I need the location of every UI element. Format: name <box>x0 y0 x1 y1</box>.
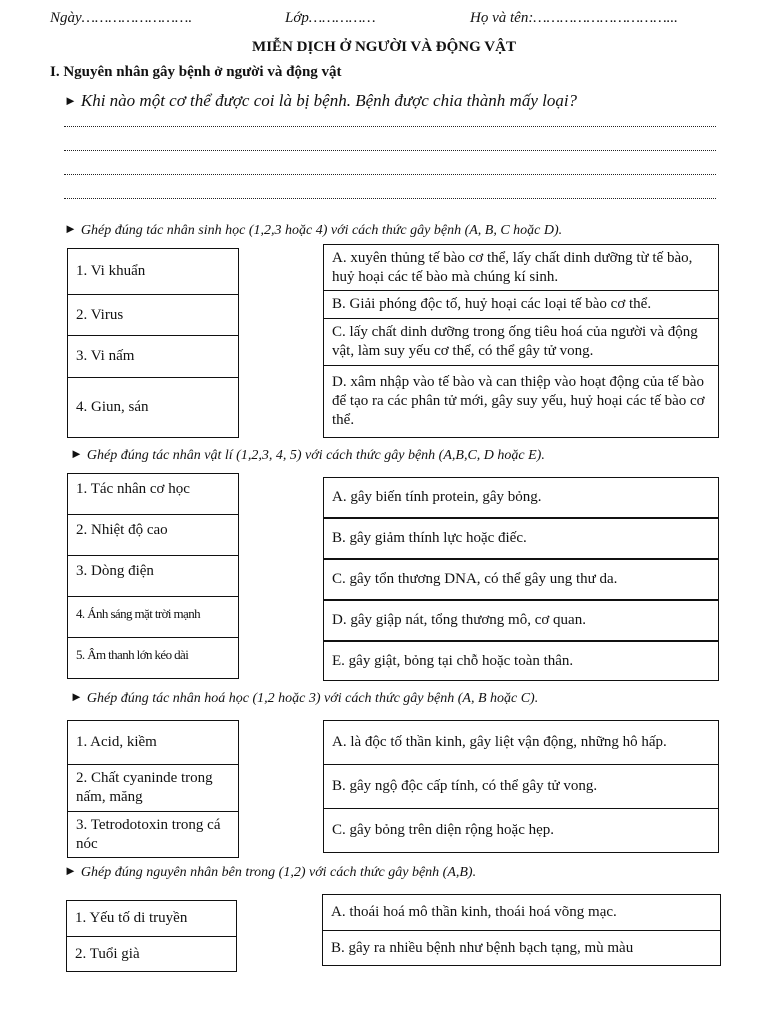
match-item: 2. Nhiệt độ cao <box>68 515 238 556</box>
page-title: MIỄN DỊCH Ở NGƯỜI VÀ ĐỘNG VẬT <box>252 39 516 55</box>
bullet-arrow-icon: ► <box>64 221 77 236</box>
match-item: 2. Virus <box>68 295 238 336</box>
match-item: 4. Ánh sáng mặt trời mạnh <box>68 597 238 638</box>
left-table-internal <box>66 900 237 972</box>
left-table-physical <box>67 473 239 679</box>
match-option: C. gây tổn thương DNA, có thể gây ung thư da. <box>323 559 719 600</box>
bullet-arrow-icon: ► <box>70 689 83 704</box>
right-table-biological <box>323 244 719 438</box>
match-option: C. gây bỏng trên diện rộng hoặc hẹp. <box>332 822 555 838</box>
question-text: Khi nào một cơ thể được coi là bị bệnh. Bệnh được chia thành mấy loại? <box>80 91 578 110</box>
instruction-internal: ► Ghép đúng nguyên nhân bên trong (1,2) với cách thức gây bệnh (A,B). <box>64 863 477 880</box>
date-field-label: Ngày……………………. <box>50 10 193 26</box>
left-table-biological <box>67 248 239 438</box>
match-item: 1. Vi khuẩn <box>68 249 238 295</box>
match-option: B. gây giảm thính lực hoặc điếc. <box>323 518 719 559</box>
question <box>64 91 577 111</box>
match-option: B. gây ngộ độc cấp tính, có thể gây tử vong. <box>324 765 718 809</box>
instruction-biological: ► Ghép đúng tác nhân sinh học (1,2,3 hoặc 4) với cách thức gây bệnh (A, B, C hoặc D). <box>64 221 563 238</box>
name-field-label: Họ và tên:…………………………... <box>470 10 678 26</box>
match-item: 1. Acid, kiềm <box>68 721 238 765</box>
match-option: A. thoái hoá mô thần kinh, thoái hoá võng mạc. <box>323 895 720 931</box>
bullet-arrow-icon: ► <box>64 93 77 108</box>
right-table-chemical <box>323 720 719 853</box>
answer-line <box>64 150 716 151</box>
answer-line <box>64 174 716 175</box>
answer-line <box>64 198 716 199</box>
match-option: D. xâm nhập vào tế bào và can thiệp vào hoạt động của tế bào để tạo ra các phân tử mới, gây suy yếu, huỷ hoại các tế bào cơ thể. <box>332 374 705 428</box>
match-option: A. là độc tố thần kinh, gây liệt vận động, những hô hấp. <box>324 721 718 765</box>
match-item: 1. Yếu tố di truyền <box>67 901 236 937</box>
match-option: A. xuyên thủng tế bào cơ thể, lấy chất dinh dưỡng từ tế bào, huỷ hoại các tế bào mà chúng kí sinh. <box>324 245 718 291</box>
answer-line <box>64 126 716 127</box>
match-item: 4. Giun, sán <box>76 399 149 415</box>
match-item: 2. Tuổi già <box>75 945 140 962</box>
bullet-arrow-icon: ► <box>64 863 77 878</box>
match-item: 3. Vi nấm <box>68 336 238 378</box>
right-table-internal <box>322 894 721 966</box>
match-item: 1. Tác nhân cơ học <box>68 474 238 515</box>
section-heading: I. Nguyên nhân gây bệnh ở người và động vật <box>50 64 342 80</box>
bullet-arrow-icon: ► <box>70 446 83 461</box>
match-item: 2. Chất cyaninde trong nấm, măng <box>68 765 238 812</box>
match-option: B. gây ra nhiều bệnh như bệnh bạch tạng, mù màu <box>331 939 634 956</box>
match-option: D. gây giập nát, tổng thương mô, cơ quan. <box>323 600 719 641</box>
class-field-label: Lớp…………… <box>285 10 376 26</box>
match-item: 5. Âm thanh lớn kéo dài <box>76 647 189 662</box>
left-table-chemical <box>67 720 239 858</box>
match-option: C. lấy chất dinh dưỡng trong ống tiêu hoá của người và động vật, làm suy yếu cơ thể, có thể gây tử vong. <box>324 319 718 366</box>
match-option: B. Giải phóng độc tố, huỷ hoại các loại tế bào cơ thể. <box>324 291 718 319</box>
match-item: 3. Tetrodotoxin trong cá nóc <box>76 816 221 852</box>
instruction-chemical: ► Ghép đúng tác nhân hoá học (1,2 hoặc 3) với cách thức gây bệnh (A, B hoặc C). <box>70 689 539 706</box>
match-item: 3. Dòng điện <box>68 556 238 597</box>
match-option: A. gây biến tính protein, gây bỏng. <box>323 477 719 518</box>
match-option: E. gây giật, bỏng tại chỗ hoặc toàn thân. <box>323 641 719 681</box>
instruction-physical: ► Ghép đúng tác nhân vật lí (1,2,3, 4, 5) với cách thức gây bệnh (A,B,C, D hoặc E). <box>70 446 545 463</box>
